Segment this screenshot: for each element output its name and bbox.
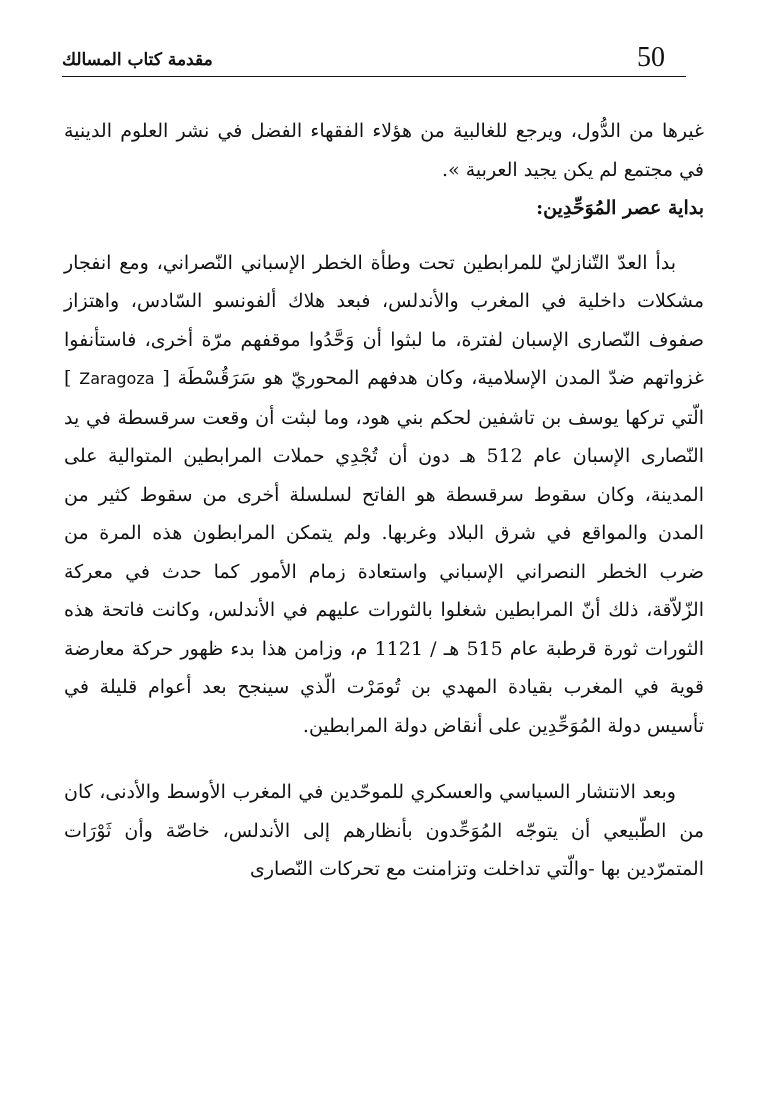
paragraph-2: وبعد الانتشار السياسي والعسكري للموحّدين في المغرب الأوسط والأدنى، كان من الطّبيعي أن يتوجّه المُوَحِّدون بأنظارهم إلى الأندلس، خاصّة وأن ثَوْرَات المتمرّدين بها -والّتي تداخلت وتزامنت مع تحركات النّصارى [64,781,704,880]
running-title: مقدمة كتاب المسالك [62,50,213,70]
page-header [62,40,686,78]
paragraph-1 [64,244,704,746]
latin-term: Zaragoza [79,369,155,388]
paragraph-1-text-a: بدأ العدّ التّنازليّ للمرابطين تحت وطأة الخطر الإسباني النّصراني، ومع انفجار مشكلات داخلية في المغرب والأندلس، فبعد هلاك ألفونسو السّادس، واهتزاز صفوف النّصارى الإسبان لفترة، ما لبثوا أن وَحَّدُوا موقفهم مرّة أخرى، فاستأنفوا غزواتهم ضدّ المدن الإسلامية، وكان هدفهم المحوريّ هو سَرَقُسْطَة [ [64,251,704,389]
page-number: 50 [637,42,665,73]
intro-paragraph: غيرها من الدُّول، ويرجع للغالبية من هؤلاء الفقهاء الفضل في نشر العلوم الدينية في مجتمع لم يكن يجيد العربية ». [64,120,704,181]
section-heading: بداية عصر المُوَحِّدِين: [536,197,704,219]
paragraph-1-text-b: ] الّتي تركها يوسف بن تاشفين لحكم بني هود، وما لبثت أن وقعت سرقسطة في يد النّصارى الإسبان عام 512 هـ دون أن تُجْدِي حملات المرابطين المتوالية على المدينة، وكان سقوط سرقسطة هو الفاتح لسلسلة أخرى من سقوط كثير من المدن والمواقع في شرق البلاد وغربها. ولم يتمكن المرابطون هذه المرة من ضرب الخطر النصراني الإسباني واستعادة زمام الأمور كما حدث في معركة الزّلاّقة، ذلك أنّ المرابطين شغلوا بالثورات عليهم في الأندلس، وكانت فاتحة هذه الثورات ثورة قرطبة عام 515 هـ / 1121 م، وزامن هذا بدء ظهور حركة معارضة قوية في المغرب بقيادة المهدي بن تُومَرْت الّذي سينجح بعد أعوام قليلة في تأسيس دولة المُوَحِّدِين على أنقاض دولة المرابطين. [64,367,704,737]
header-rule [62,76,686,77]
body-text [64,112,704,889]
